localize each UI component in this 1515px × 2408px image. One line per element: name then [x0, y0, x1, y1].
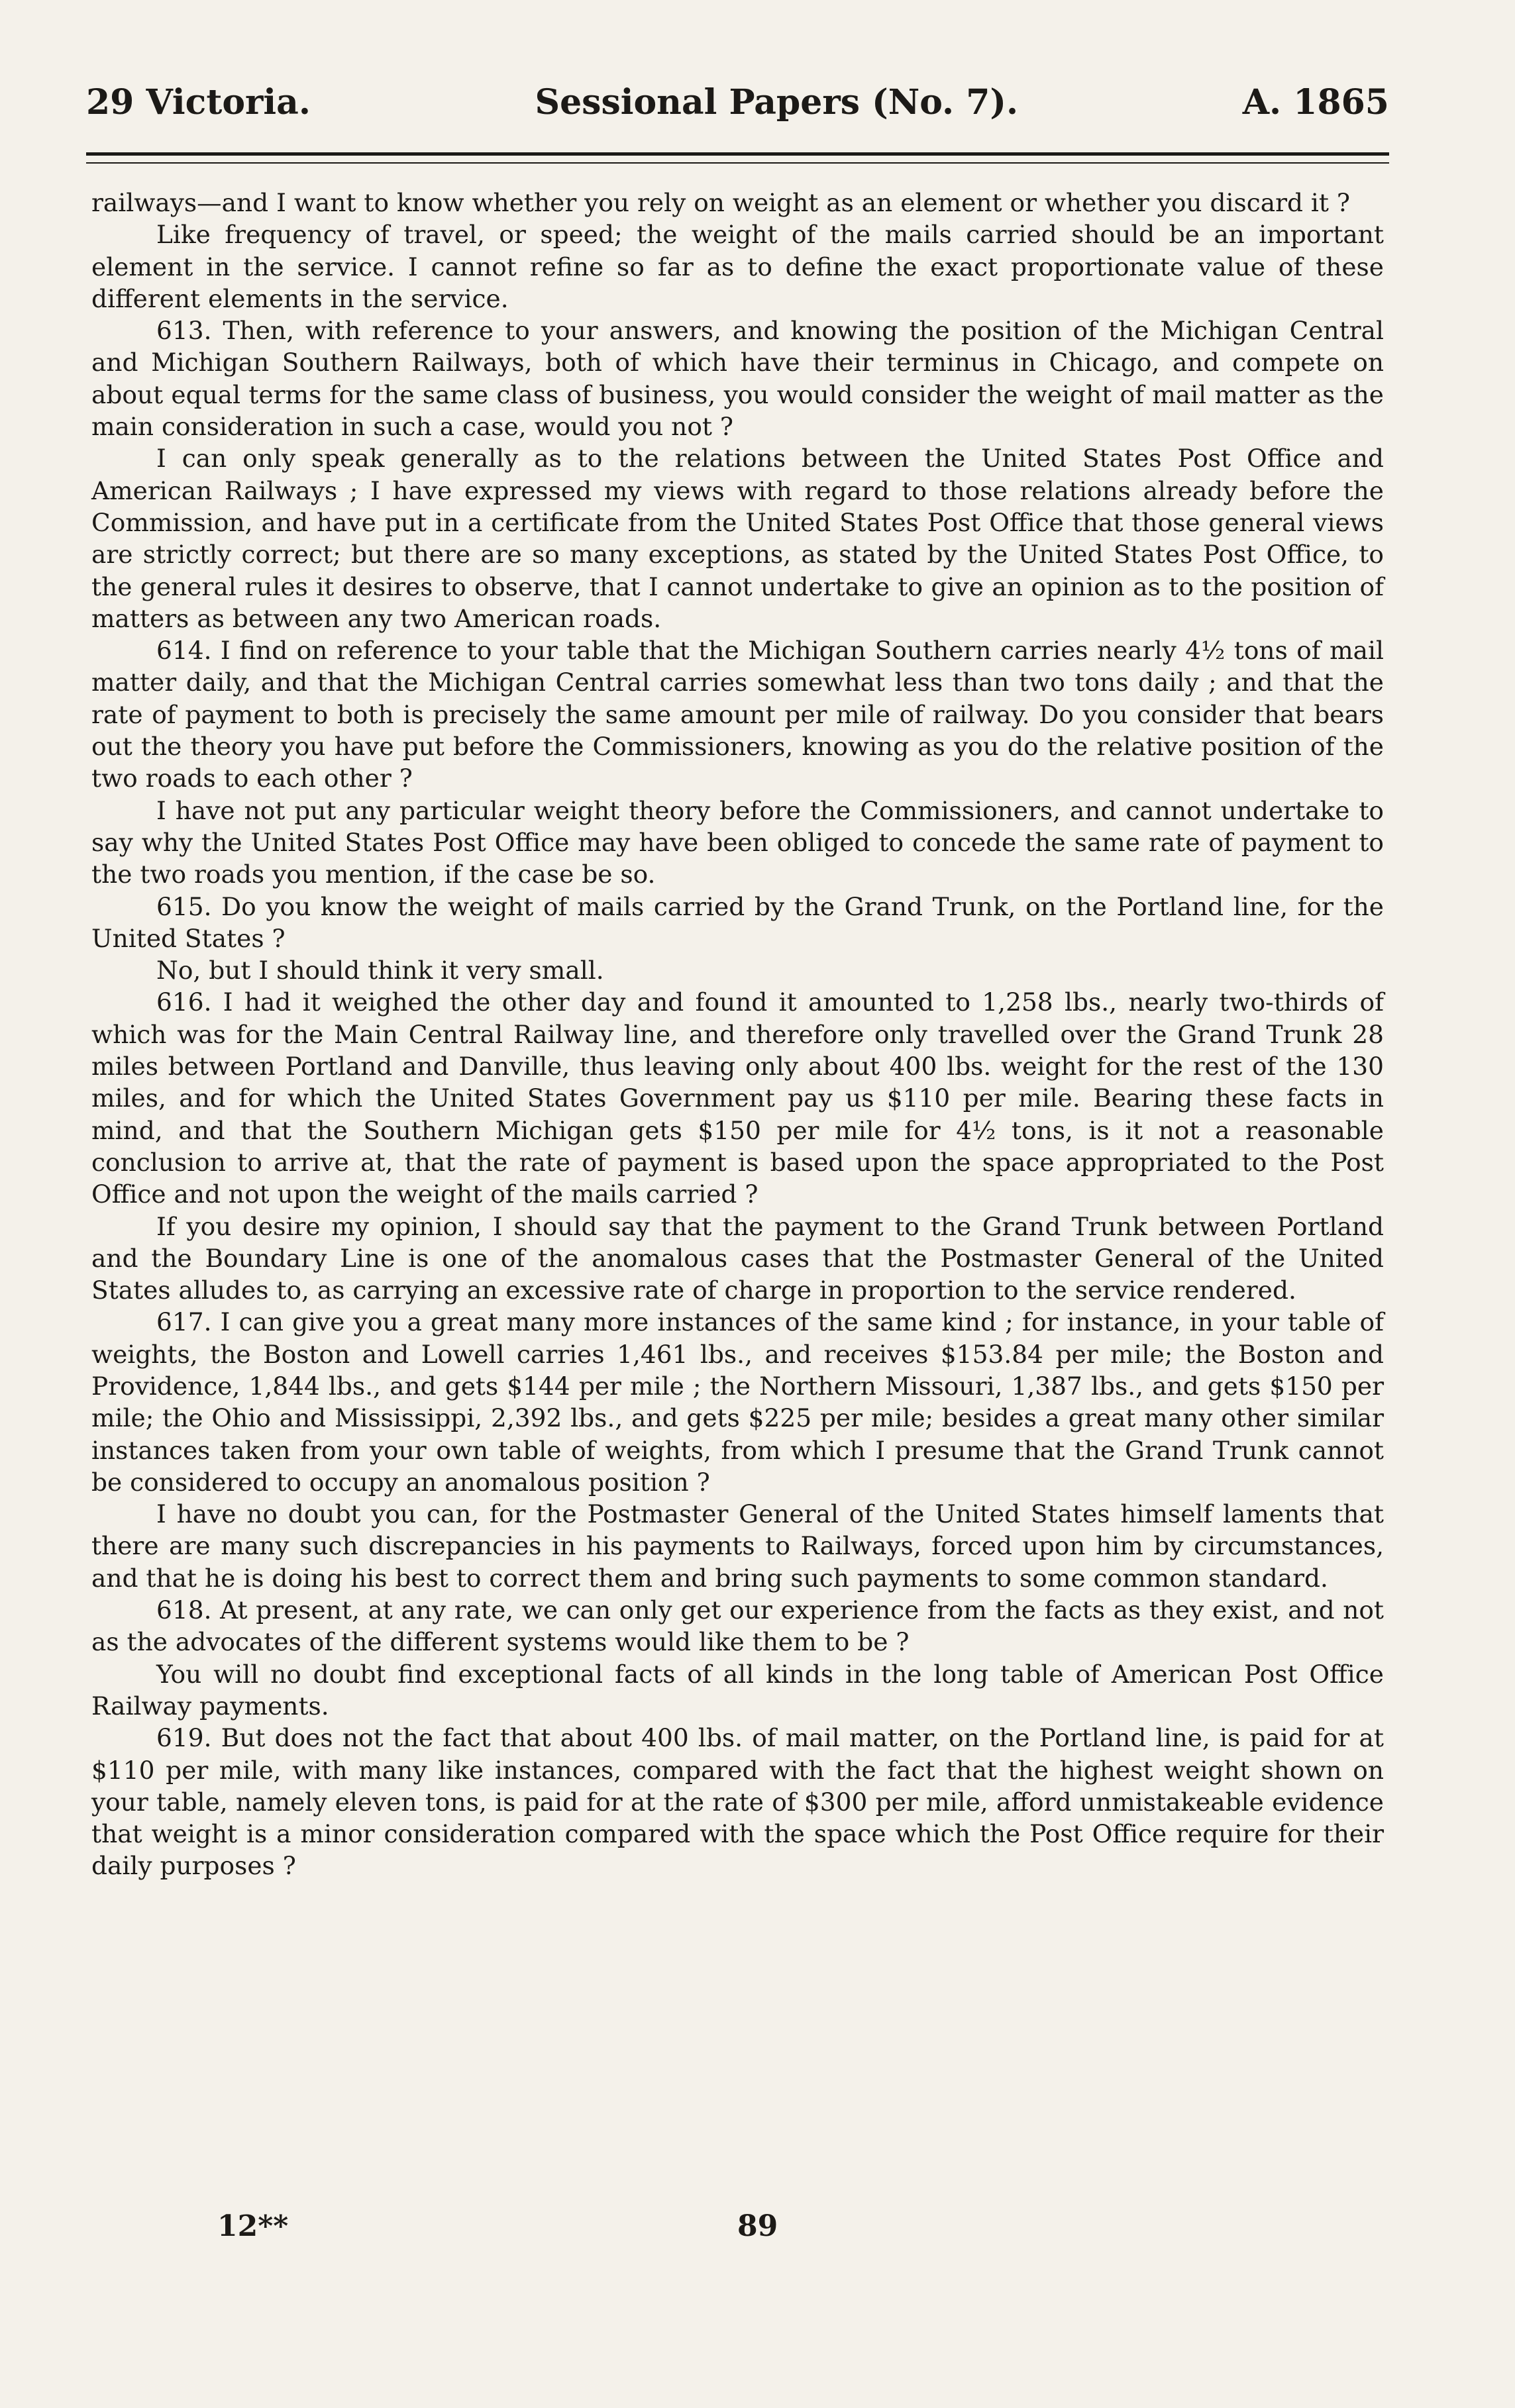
- body-text: [91, 187, 1384, 1882]
- paragraph-continuation: railways—and I want to know whether you rely on weight as an element or whether you discard it ?: [91, 188, 1351, 217]
- header-volume: 29 Victoria.: [86, 82, 311, 123]
- running-header: [86, 70, 1389, 123]
- question-619: 619. But does not the fact that about 400 lbs. of mail matter, on the Portland line, is paid for at $110 per mile, with many like instances, compared with the fact that the highest weight shown on your table, namely eleven tons, is paid for at the rate of $300 per mile, afford unmistakeable evidence that weight is a minor consideration compared with the space which the Post Office require for their daily purposes ?: [91, 1723, 1384, 1881]
- header-double-rule: [86, 152, 1389, 164]
- question-616: 616. I had it weighed the other day and found it amounted to 1,258 lbs., nearly two-thirds of which was for the Main Central Railway line, and therefore only travelled over the Grand Trunk 28 miles between Portland and Danville, thus leaving only about 400 lbs. weight for the rest of the 130 miles, and for which the United States Government pay us $110 per mile. Bearing these facts in mind, and that the Southern Michigan gets $150 per mile for 4½ tons, is it not a reasonable conclusion to arrive at, that the rate of payment is based upon the space appropriated to the Post Office and not upon the weight of the mails carried ?: [91, 987, 1384, 1209]
- question-617: 617. I can give you a great many more instances of the same kind ; for instance, in your table of weights, the Boston and Lowell carries 1,461 lbs., and receives $153.84 per mile; the Boston and Providence, 1,844 lbs., and gets $144 per mile ; the Northern Missouri, 1,387 lbs., and gets $150 per mile; the Ohio and Mississippi, 2,392 lbs., and gets $225 per mile; besides a great many other similar instances taken from your own table of weights, from which I presume that the Grand Trunk cannot be considered to occupy an anomalous position ?: [91, 1307, 1384, 1497]
- answer-paragraph: I can only speak generally as to the relations between the United States Post Office and American Railways ; I have expressed my views with regard to those relations already before the Commission, and have put in a certificate from the United States Post Office that those general views are strictly correct; but there are so many exceptions, as stated by the United States Post Office, to the general rules it desires to observe, that I cannot undertake to give an opinion as to the position of matters as between any two American roads.: [91, 444, 1384, 633]
- printer-signature: 12**: [217, 2209, 289, 2243]
- answer-paragraph: You will no doubt find exceptional facts of all kinds in the long table of American Post Office Railway payments.: [91, 1659, 1384, 1721]
- question-615: 615. Do you know the weight of mails carried by the Grand Trunk, on the Portland line, for the United States ?: [91, 891, 1384, 953]
- question-618: 618. At present, at any rate, we can only get our experience from the facts as they exist, and not as the advocates of the different systems would like them to be ?: [91, 1595, 1384, 1657]
- answer-paragraph: If you desire my opinion, I should say that the payment to the Grand Trunk between Portland and the Boundary Line is one of the anomalous cases that the Postmaster General of the United States alludes to, as carrying an excessive rate of charge in proportion to the service rendered.: [91, 1211, 1384, 1305]
- question-613: 613. Then, with reference to your answers, and knowing the position of the Michigan Central and Michigan Southern Railways, both of which have their terminus in Chicago, and compete on about equal terms for the same class of business, you would consider the weight of mail matter as the main consideration in such a case, would you not ?: [91, 316, 1384, 442]
- header-year: A. 1865: [1242, 82, 1389, 123]
- page-footer: [91, 2209, 1384, 2249]
- answer-paragraph: Like frequency of travel, or speed; the weight of the mails carried should be an important element in the service. I cannot refine so far as to define the exact proportionate value of these different elements in the service.: [91, 220, 1384, 313]
- page-number: 89: [737, 2209, 778, 2243]
- answer-paragraph: No, but I should think it very small.: [156, 956, 604, 985]
- answer-paragraph: I have no doubt you can, for the Postmaster General of the United States himself laments that there are many such discrepancies in his payments to Railways, forced upon him by circumstances, and that he is doing his best to correct them and bring such payments to some common standard.: [91, 1499, 1384, 1593]
- question-614: 614. I find on reference to your table that the Michigan Southern carries nearly 4½ tons of mail matter daily, and that the Michigan Central carries somewhat less than two tons daily ; and that the rate of payment to both is precisely the same amount per mile of railway. Do you consider that bears out the theory you have put before the Commissioners, knowing as you do the relative position of the two roads to each other ?: [91, 636, 1384, 793]
- answer-paragraph: I have not put any particular weight theory before the Commissioners, and cannot undertake to say why the United States Post Office may have been obliged to concede the same rate of payment to the two roads you mention, if the case be so.: [91, 795, 1384, 889]
- header-title: Sessional Papers (No. 7).: [535, 82, 1019, 123]
